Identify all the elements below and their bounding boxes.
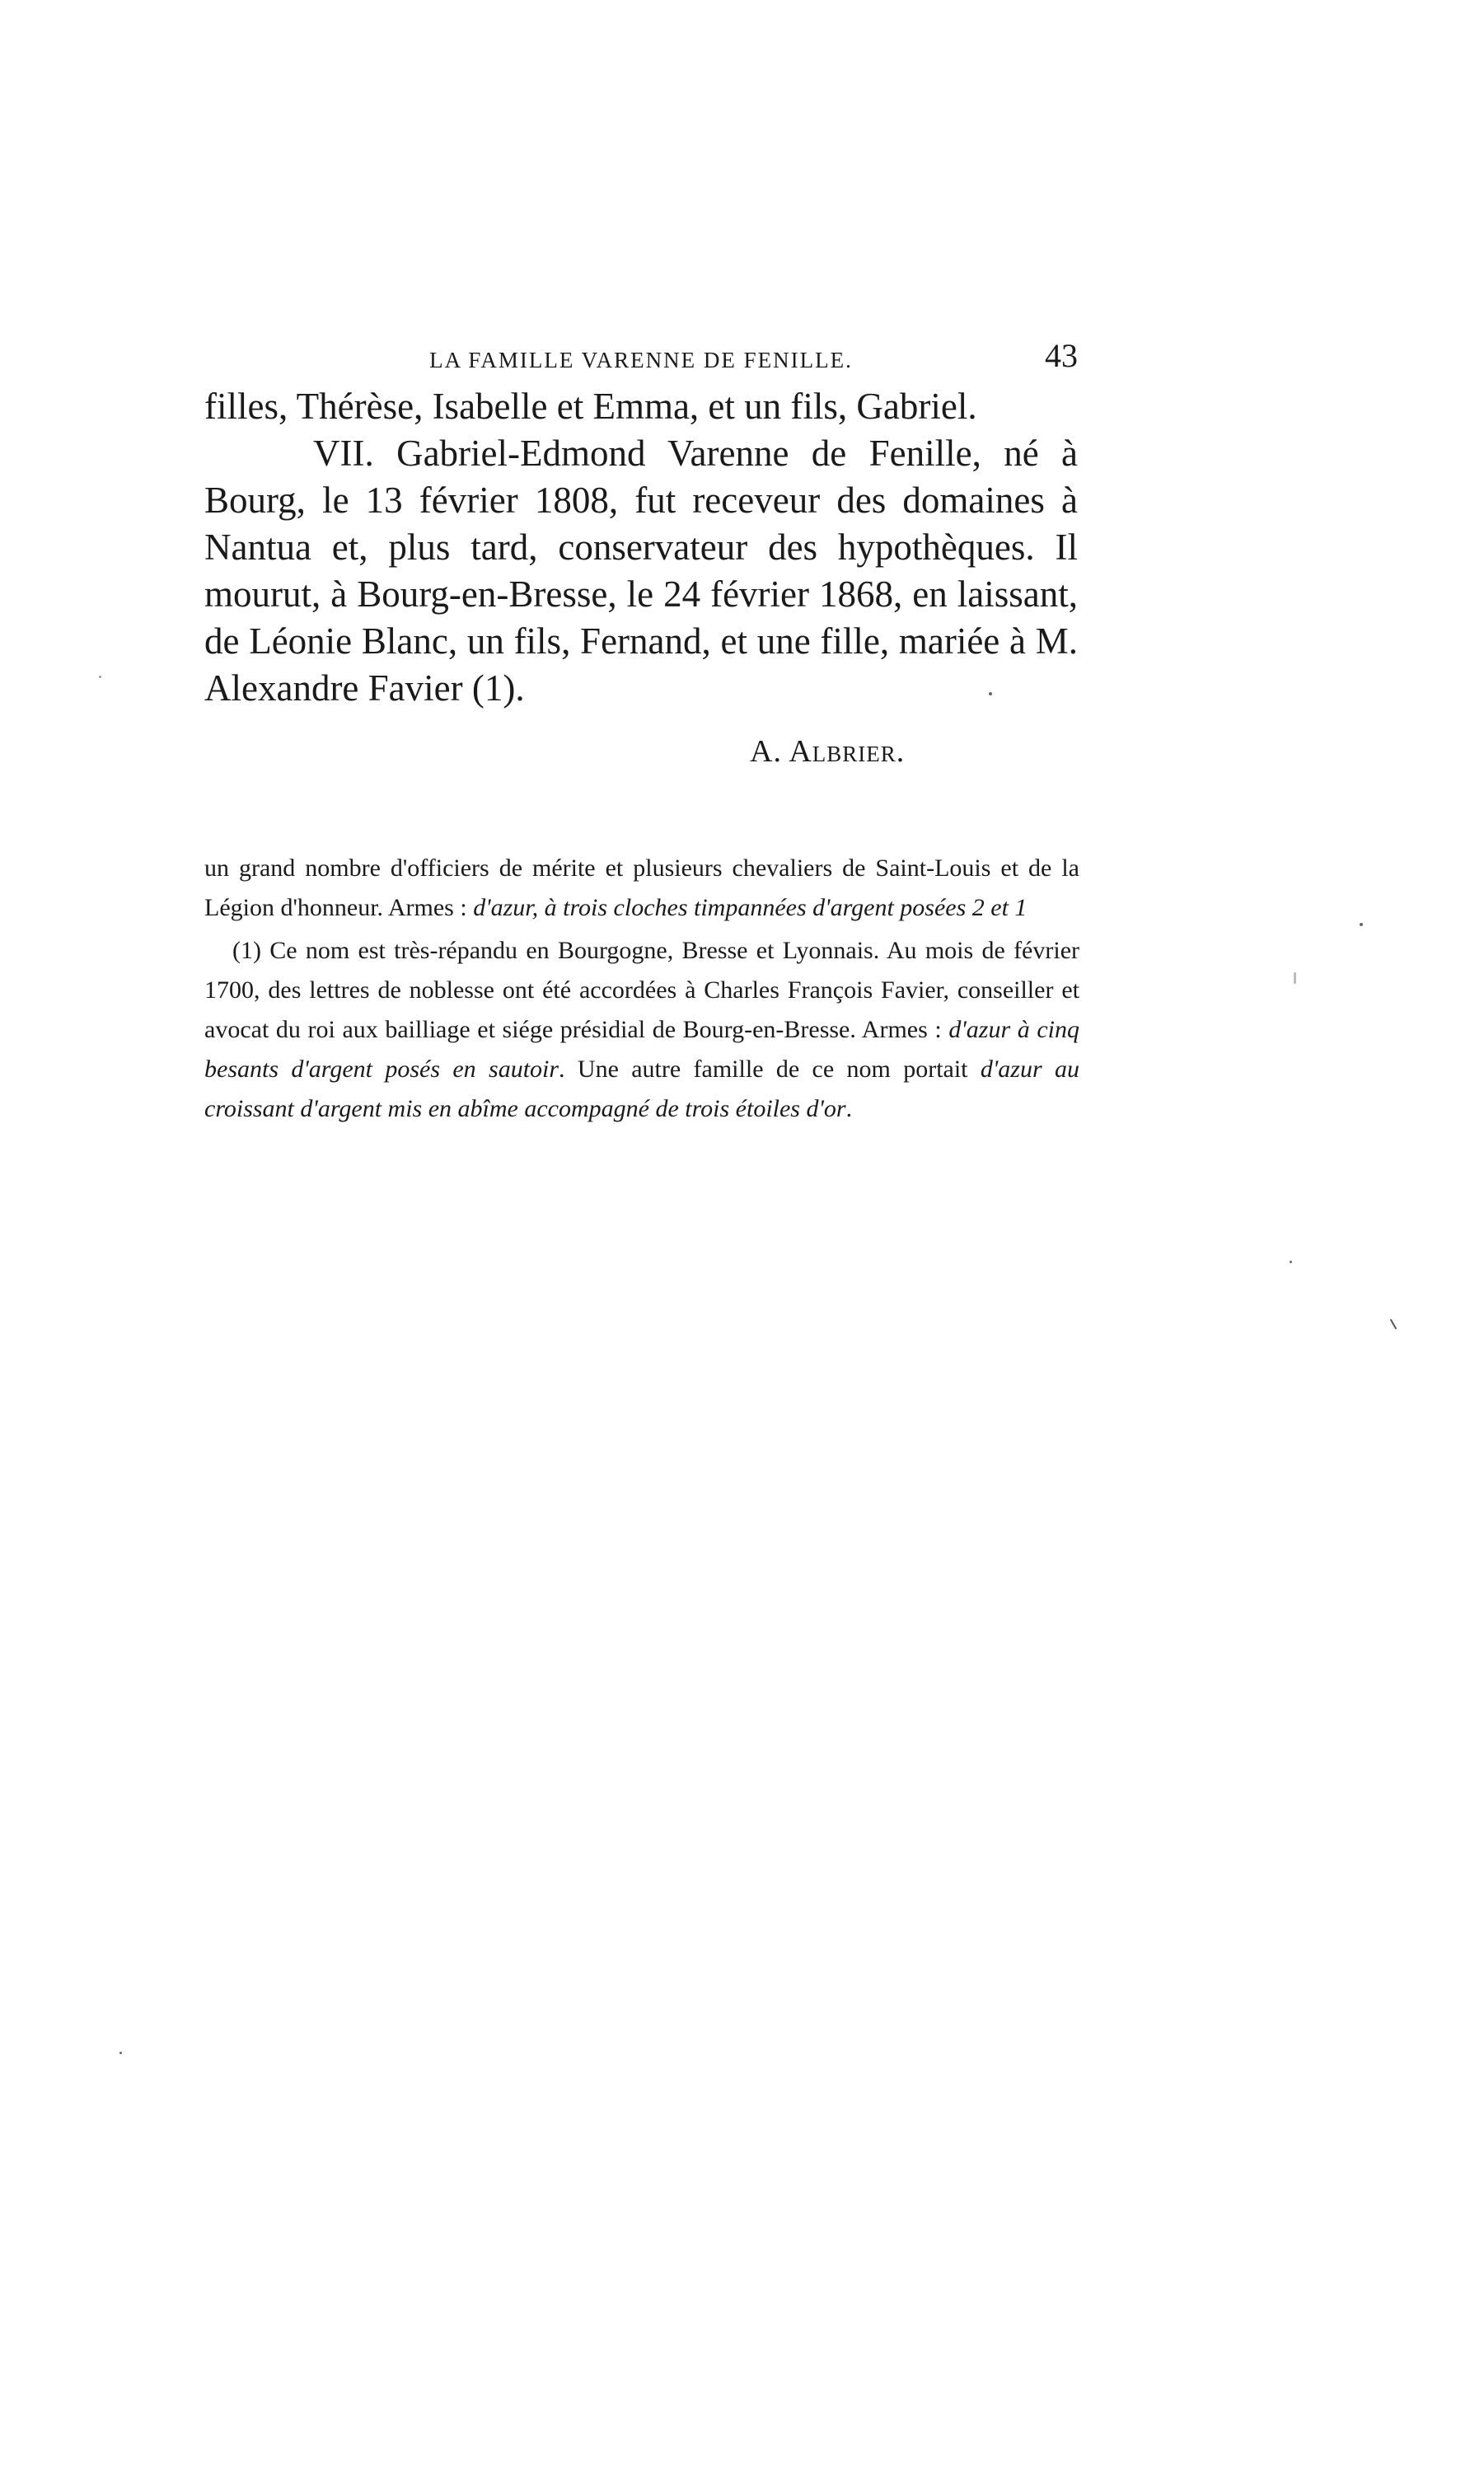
paragraph-continuation: filles, Thérèse, Isabelle et Emma, et un fils, Gabriel. <box>204 386 977 427</box>
paper-speck <box>1290 1261 1292 1263</box>
footnote-1-arms: d'azur à cinq besants d'argent posés en sautoir <box>204 1016 1079 1083</box>
page-number: 43 <box>1045 337 1078 374</box>
paper-speck <box>119 2052 122 2054</box>
paper-speck <box>1390 1318 1397 1329</box>
footnote-1-text-2: . Une autre famille de ce nom portait <box>559 1056 981 1083</box>
footnote-1-end: . <box>845 1095 853 1122</box>
footnote-continuation <box>204 849 1079 928</box>
paper-speck <box>1294 972 1296 984</box>
footnote-1-arms-2: d'azur au croissant d'argent mis en abîme accompagné de trois étoiles d'or <box>204 1056 1079 1122</box>
footnote-1-text: Ce nom est très-répandu en Bourgogne, Bresse et Lyonnais. Au mois de février 1700, des lettres de noblesse ont été accordées à Charles François Favier, conseiller et avocat du roi aux bailliage et siége présidial de Bourg-en-Bresse. Armes : <box>204 937 1079 1043</box>
running-title: LA FAMILLE VARENNE DE FENILLE. <box>429 348 853 372</box>
author-name: A. Albrier. <box>750 734 906 769</box>
footnote-continuation-arms: d'azur, à trois cloches timpannées d'argent posées 2 et 1 <box>473 894 1028 921</box>
paragraph-generation-vii: VII. Gabriel-Edmond Varenne de Fenille, né à Bourg, le 13 février 1808, fut receveur des domaines à Nantua et, plus tard, conservateur des hypothèques. Il mourut, à Bourg-en-Bresse, le 24 février 1868, en laissant, de Léonie Blanc, un fils, Fernand, et une fille, mariée à M. Alexandre Favier (1). <box>204 433 1078 709</box>
author-signature <box>750 733 905 770</box>
footnote-continuation-text: un grand nombre d'officiers de mérite et plusieurs chevaliers de Saint-Louis et de la Légion d'honneur. Armes : <box>204 854 1079 921</box>
main-text <box>204 383 1078 712</box>
paper-speck <box>989 692 992 695</box>
footnotes <box>204 849 1079 1129</box>
paper-speck <box>1360 923 1363 926</box>
footnote-1 <box>204 931 1079 1129</box>
footnote-1-marker: (1) <box>232 937 261 964</box>
running-head <box>204 336 1078 386</box>
paper-speck <box>99 676 101 678</box>
